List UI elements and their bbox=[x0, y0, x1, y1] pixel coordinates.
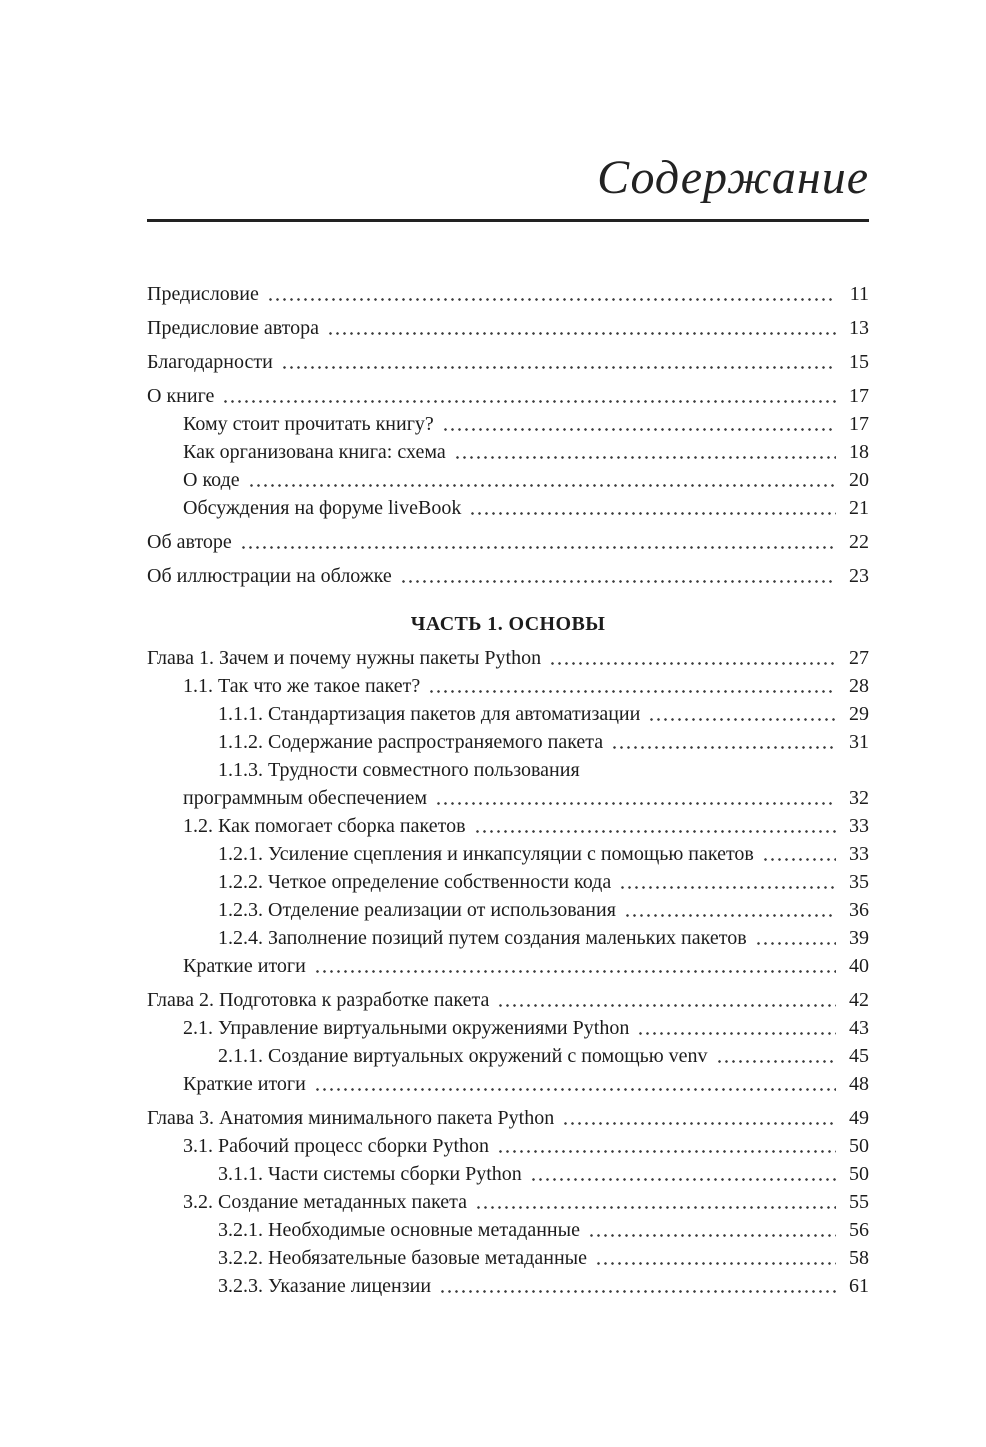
toc-entry bbox=[147, 1104, 869, 1132]
toc-page-number: 43 bbox=[849, 1017, 869, 1040]
toc-page-number: 45 bbox=[849, 1045, 869, 1068]
toc-entry-label: Глава 2. Подготовка к разработке пакета bbox=[147, 989, 490, 1012]
leader-dots bbox=[442, 428, 836, 431]
toc-entry bbox=[147, 1244, 869, 1272]
toc-entry-label: Обсуждения на форуме liveBook bbox=[183, 497, 462, 520]
toc-entry-label: 3.1.1. Части системы сборки Python bbox=[218, 1163, 522, 1186]
page-title: Содержание bbox=[597, 151, 869, 204]
leader-dots bbox=[624, 914, 836, 917]
leader-dots bbox=[619, 886, 836, 889]
toc-entry bbox=[147, 924, 869, 952]
leader-dots bbox=[267, 298, 836, 301]
toc-page-number: 40 bbox=[849, 955, 869, 978]
toc-entry-label: программным обеспечением bbox=[183, 787, 428, 810]
toc-list bbox=[147, 280, 869, 1300]
toc-page-number: 20 bbox=[849, 469, 869, 492]
toc-entry bbox=[147, 1188, 869, 1216]
toc-page-number: 31 bbox=[849, 731, 869, 754]
toc-entry bbox=[147, 672, 869, 700]
toc-entry bbox=[147, 728, 869, 756]
toc-page-number: 49 bbox=[849, 1107, 869, 1130]
toc-entry-label: Глава 1. Зачем и почему нужны пакеты Python bbox=[147, 647, 542, 670]
leader-dots bbox=[248, 484, 836, 487]
toc-entry-label: 2.1.1. Создание виртуальных окружений с помощью venv bbox=[218, 1045, 708, 1068]
toc-entry-label: Глава 3. Анатомия минимального пакета Python bbox=[147, 1107, 555, 1130]
toc-entry bbox=[147, 494, 869, 522]
leader-dots bbox=[454, 456, 836, 459]
toc-entry-label: 1.1.1. Стандартизация пакетов для автоматизации bbox=[218, 703, 641, 726]
toc-entry-label: 1.2.1. Усиление сцепления и инкапсуляции с помощью пакетов bbox=[218, 843, 754, 866]
toc-entry-label: О коде bbox=[183, 469, 240, 492]
leader-dots bbox=[240, 546, 836, 549]
toc-entry-label: 2.1. Управление виртуальными окружениями Python bbox=[183, 1017, 630, 1040]
toc-page-number: 13 bbox=[849, 317, 869, 340]
toc-entry bbox=[147, 314, 869, 342]
toc-entry-label: 1.2.2. Четкое определение собственности кода bbox=[218, 871, 612, 894]
leader-dots bbox=[439, 1290, 836, 1293]
toc-page-number: 23 bbox=[849, 565, 869, 588]
toc-page-number: 58 bbox=[849, 1247, 869, 1270]
toc-page-number: 33 bbox=[849, 843, 869, 866]
toc-page-number: 50 bbox=[849, 1135, 869, 1158]
toc-entry bbox=[147, 756, 869, 784]
leader-dots bbox=[755, 942, 836, 945]
toc-entry-label: Как организована книга: схема bbox=[183, 441, 446, 464]
toc-page-number: 15 bbox=[849, 351, 869, 374]
toc-entry-label: 1.2.4. Заполнение позиций путем создания маленьких пакетов bbox=[218, 927, 747, 950]
leader-dots bbox=[281, 366, 836, 369]
toc-entry-label: Краткие итоги bbox=[183, 1073, 306, 1096]
leader-dots bbox=[762, 858, 836, 861]
toc-page-number: 29 bbox=[849, 703, 869, 726]
toc-entry bbox=[147, 784, 869, 812]
toc-entry bbox=[147, 562, 869, 590]
leader-dots bbox=[314, 1088, 836, 1091]
leader-dots bbox=[595, 1262, 836, 1265]
toc-entry-label: 3.2.1. Необходимые основные метаданные bbox=[218, 1219, 580, 1242]
toc-page-number: 17 bbox=[849, 385, 869, 408]
leader-dots bbox=[475, 1206, 836, 1209]
toc-page-number: 61 bbox=[849, 1275, 869, 1298]
toc-entry bbox=[147, 1160, 869, 1188]
toc-entry-label: 3.2.2. Необязательные базовые метаданные bbox=[218, 1247, 587, 1270]
toc-entry-label: Об авторе bbox=[147, 531, 232, 554]
toc-entry bbox=[147, 382, 869, 410]
toc-page-number: 18 bbox=[849, 441, 869, 464]
toc-entry-label: 1.2.3. Отделение реализации от использования bbox=[218, 899, 616, 922]
toc-entry bbox=[147, 348, 869, 376]
leader-dots bbox=[497, 1150, 836, 1153]
toc-entry bbox=[147, 868, 869, 896]
toc-page-number: 33 bbox=[849, 815, 869, 838]
toc-entry-label: Благодарности bbox=[147, 351, 273, 374]
toc-entry-label: 1.2. Как помогает сборка пакетов bbox=[183, 815, 466, 838]
toc-entry bbox=[147, 466, 869, 494]
toc-entry-label: 1.1.3. Трудности совместного пользования bbox=[218, 759, 580, 782]
toc-entry bbox=[147, 986, 869, 1014]
leader-dots bbox=[716, 1060, 836, 1063]
toc-page-number: 36 bbox=[849, 899, 869, 922]
toc-page-number: 11 bbox=[849, 283, 869, 306]
leader-dots bbox=[562, 1122, 836, 1125]
toc-entry-label: Кому стоит прочитать книгу? bbox=[183, 413, 434, 436]
toc-entry bbox=[147, 1272, 869, 1300]
toc-page-number: 27 bbox=[849, 647, 869, 670]
toc-page-number: 17 bbox=[849, 413, 869, 436]
toc-entry bbox=[147, 1070, 869, 1098]
leader-dots bbox=[327, 332, 836, 335]
toc-entry-label: Краткие итоги bbox=[183, 955, 306, 978]
leader-dots bbox=[648, 718, 836, 721]
toc-page-number: 42 bbox=[849, 989, 869, 1012]
leader-dots bbox=[428, 690, 836, 693]
toc-entry bbox=[147, 896, 869, 924]
toc-page-number: 32 bbox=[849, 787, 869, 810]
toc-page-number: 35 bbox=[849, 871, 869, 894]
toc-entry-label: 3.1. Рабочий процесс сборки Python bbox=[183, 1135, 490, 1158]
toc-entry bbox=[147, 700, 869, 728]
toc-entry-label: 3.2. Создание метаданных пакета bbox=[183, 1191, 468, 1214]
toc-entry bbox=[147, 812, 869, 840]
leader-dots bbox=[549, 662, 836, 665]
leader-dots bbox=[474, 830, 836, 833]
toc-entry bbox=[147, 438, 869, 466]
leader-dots bbox=[588, 1234, 836, 1237]
toc-entry-label: 1.1.2. Содержание распространяемого пакета bbox=[218, 731, 604, 754]
part-heading: ЧАСТЬ 1. ОСНОВЫ bbox=[410, 613, 606, 636]
toc-entry-label: Предисловие bbox=[147, 283, 259, 306]
toc-entry bbox=[147, 840, 869, 868]
toc-entry bbox=[147, 528, 869, 556]
toc-page-number: 22 bbox=[849, 531, 869, 554]
toc-entry-label: 3.2.3. Указание лицензии bbox=[218, 1275, 432, 1298]
toc-entry bbox=[147, 1042, 869, 1070]
leader-dots bbox=[400, 580, 836, 583]
leader-dots bbox=[222, 400, 836, 403]
toc-entry bbox=[147, 410, 869, 438]
toc-entry bbox=[147, 1216, 869, 1244]
toc-entry bbox=[147, 1014, 869, 1042]
toc-entry bbox=[147, 644, 869, 672]
page-content bbox=[147, 0, 869, 1300]
leader-dots bbox=[469, 512, 836, 515]
toc-entry-label: Предисловие автора bbox=[147, 317, 319, 340]
toc-page-number: 50 bbox=[849, 1163, 869, 1186]
toc-entry-label: О книге bbox=[147, 385, 215, 408]
toc-page-number: 28 bbox=[849, 675, 869, 698]
toc-page-number: 55 bbox=[849, 1191, 869, 1214]
leader-dots bbox=[497, 1004, 836, 1007]
leader-dots bbox=[637, 1032, 836, 1035]
toc-page-number: 56 bbox=[849, 1219, 869, 1242]
toc-page-number: 21 bbox=[849, 497, 869, 520]
leader-dots bbox=[435, 802, 836, 805]
title-rule bbox=[147, 219, 869, 222]
toc-entry bbox=[147, 280, 869, 308]
toc-entry-label: Об иллюстрации на обложке bbox=[147, 565, 392, 588]
leader-dots bbox=[611, 746, 836, 749]
toc-page-number: 39 bbox=[849, 927, 869, 950]
toc-entry bbox=[147, 952, 869, 980]
toc-entry bbox=[147, 1132, 869, 1160]
toc-entry-label: 1.1. Так что же такое пакет? bbox=[183, 675, 421, 698]
toc-page-number: 48 bbox=[849, 1073, 869, 1096]
leader-dots bbox=[530, 1178, 836, 1181]
leader-dots bbox=[314, 970, 836, 973]
